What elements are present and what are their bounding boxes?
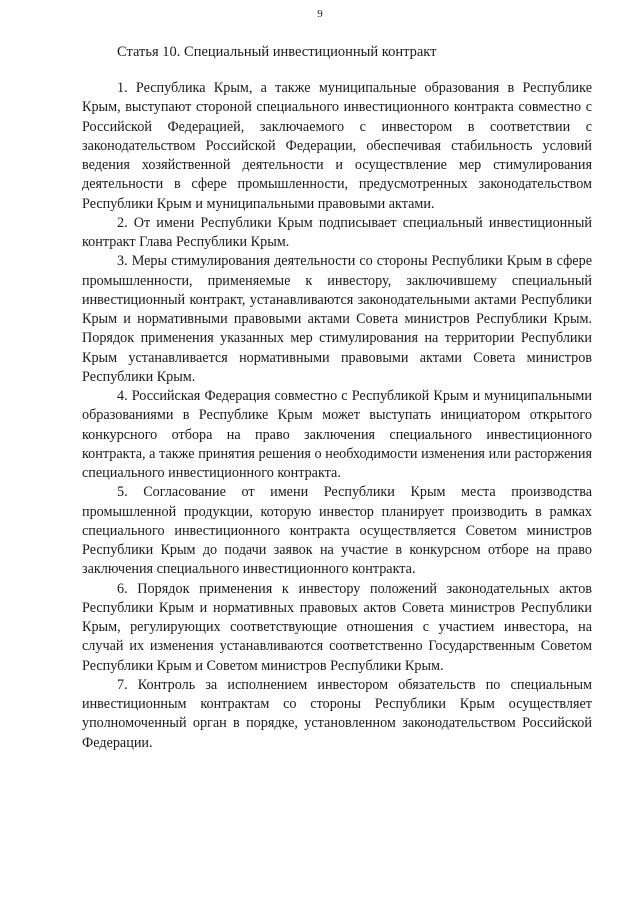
paragraph-2: 2. От имени Республики Крым подписывает специальный инвестиционный контракт Глава Республики Крым. [82,214,592,250]
paragraph-4: 4. Российская Федерация совместно с Республикой Крым и муниципальными образованиями в Республике Крым может выступать инициатором открытого конкурсного отбора на право заключения специального инвестиционного контракта, а также принятия решения о необходимости изменения или расторжения специального инвестиционного контракта. [82,388,592,481]
paragraph-7: 7. Контроль за исполнением инвестором обязательств по специальным инвестиционным контрактам со стороны Республики Крым осуществляет уполномоченный орган в порядке, установленном законодательством Российской Федерации. [82,676,592,751]
paragraph-6: 6. Порядок применения к инвестору положений законодательных актов Республики Крым и нормативных правовых актов Совета министров Республики Крым, регулирующих соответствующие отношения с участием инвестора, на случай их изменения устанавливаются соответственно Государственным Советом Республики Крым и Советом министров Республики Крым. [82,580,592,674]
article-title: Статья 10. Специальный инвестиционный контракт [117,44,437,60]
paragraph-5: 5. Согласование от имени Республики Крым места производства промышленной продукции, которую инвестор планирует производить в рамках специального инвестиционного контракта осуществляется Советом министров Республики Крым до подачи заявок на участие в конкурсном отборе на право заключения специального инвестиционного контракта. [82,484,592,578]
paragraph-1: 1. Республика Крым, а также муниципальные образования в Республике Крым, выступают стороной специального инвестиционного контракта совместно с Российской Федерацией, заключаемого с инвестором в соответствии с законодательством Российской Федерации, обеспечивая стабильность условий ведения хозяйственной деятельности и осуществление мер стимулирования деятельности в сфере промышленности, предусмотренных законодательством Республики Крым и муниципальными правовыми актами. [82,80,592,212]
paragraph-3: 3. Меры стимулирования деятельности со стороны Республики Крым в сфере промышленности, применяемые к инвестору, заключившему специальный инвестиционный контракт, устанавливаются законодательными актами Республики Крым и нормативными правовыми актами Совета министров Республики Крым. Порядок применения указанных мер стимулирования на территории Республики Крым устанавливается нормативными правовыми актами Совета министров Республики Крым. [82,253,592,385]
article-body [82,79,592,753]
page-number: 9 [317,8,323,20]
